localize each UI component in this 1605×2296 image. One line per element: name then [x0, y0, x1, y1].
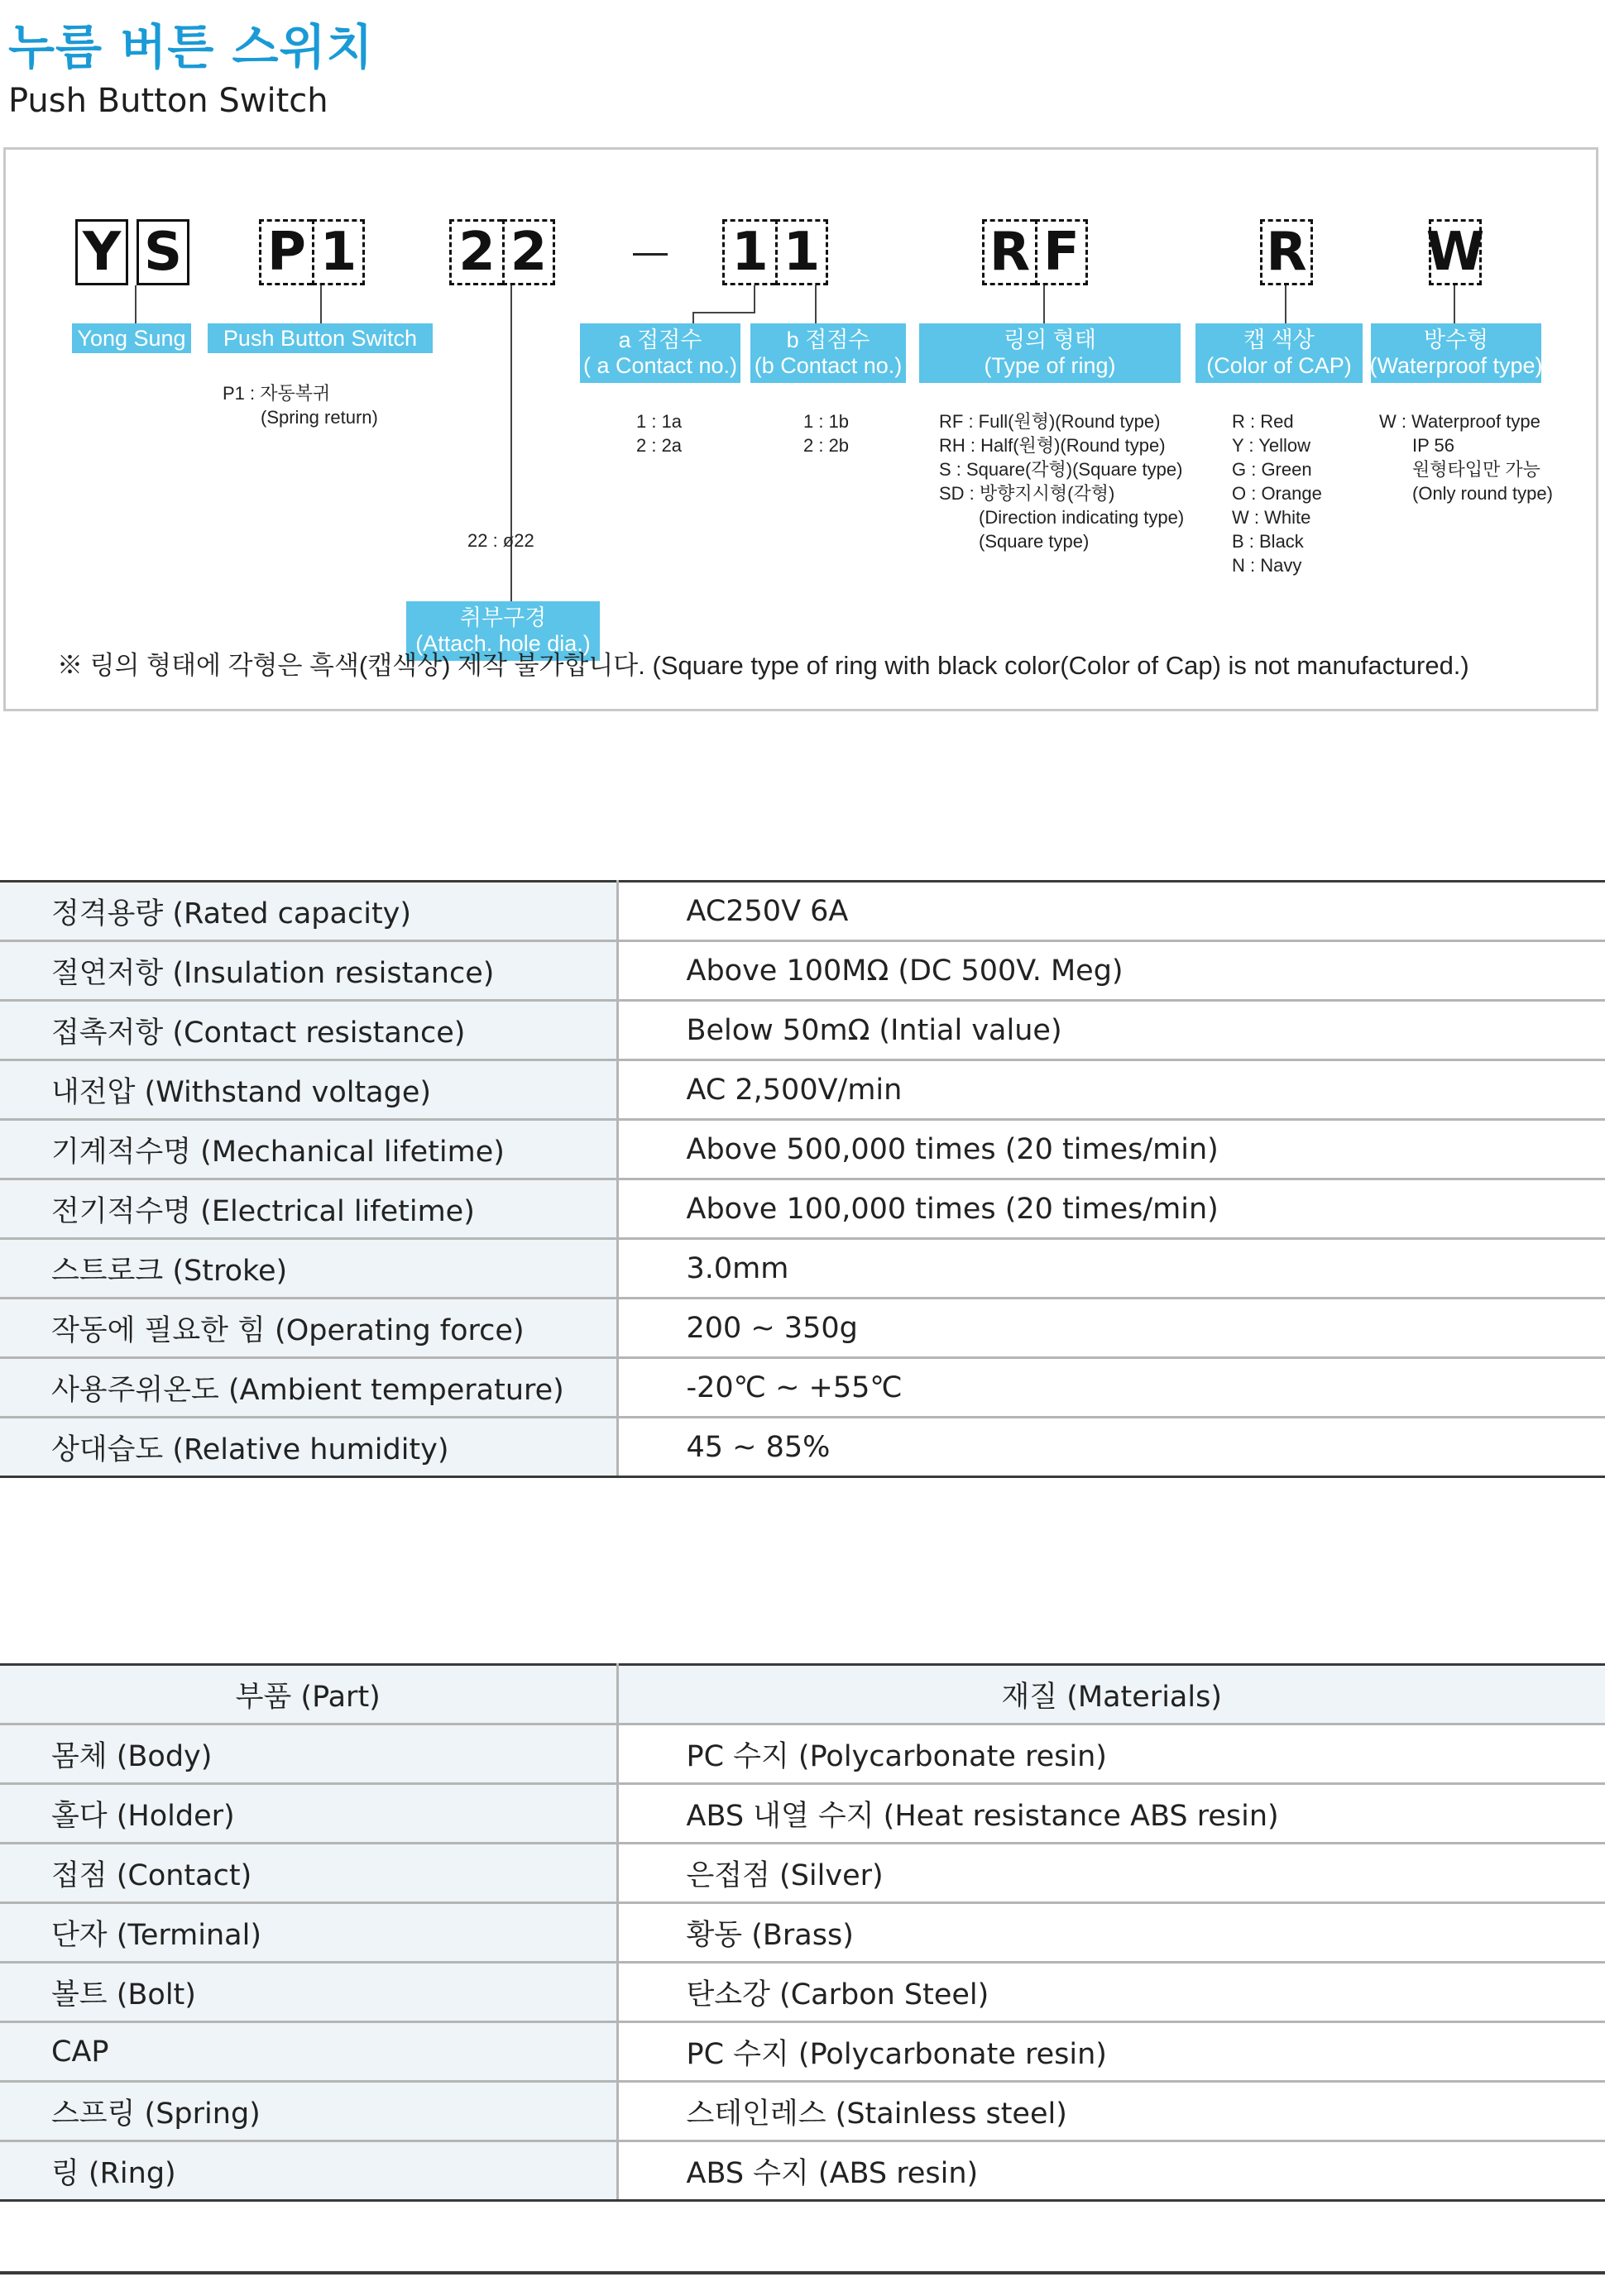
- tag-ring-type-en: (Type of ring): [984, 353, 1116, 378]
- column-header-part: 부품 (Part): [0, 1665, 617, 1724]
- table-row: [0, 1001, 1605, 1060]
- table-row: [0, 2141, 1605, 2201]
- code-char-r: R: [982, 219, 1035, 285]
- connector-1a-horizontal: [692, 312, 755, 313]
- tag-waterproof-en: (Waterproof type): [1369, 353, 1543, 378]
- table-row: [0, 1784, 1605, 1844]
- tag-push-button: [208, 323, 433, 353]
- table-row: [0, 1179, 1605, 1239]
- tag-waterproof-ko: 방수형: [1423, 328, 1489, 352]
- spec-label: 정격용량 (Rated capacity): [0, 882, 617, 941]
- connector-1a-drop: [692, 312, 694, 323]
- code-char-w: W: [1429, 219, 1482, 285]
- material-name: 탄소강 (Carbon Steel): [617, 1963, 1605, 2022]
- bottom-divider: [0, 2271, 1605, 2274]
- tag-b-contact-en: (b Contact no.): [754, 353, 903, 378]
- spec-value: Above 500,000 times (20 times/min): [617, 1120, 1605, 1179]
- table-row: [0, 1239, 1605, 1299]
- material-name: PC 수지 (Polycarbonate resin): [617, 2022, 1605, 2082]
- note-line: (Square type): [979, 531, 1090, 552]
- code-char-s: S: [137, 219, 189, 285]
- material-name: ABS 내열 수지 (Heat resistance ABS resin): [617, 1784, 1605, 1844]
- note-line: O : Orange: [1232, 483, 1322, 504]
- spec-label: 절연저항 (Insulation resistance): [0, 941, 617, 1001]
- spec-value: 45 ~ 85%: [617, 1418, 1605, 1477]
- note-line: IP 56: [1412, 435, 1454, 456]
- model-code-diagram: [3, 147, 1598, 711]
- spec-value: 3.0mm: [617, 1239, 1605, 1299]
- note-line: RF : Full(원형)(Round type): [939, 411, 1161, 432]
- table-row: [0, 1903, 1605, 1963]
- connector-ys: [135, 285, 137, 323]
- tag-b-contact-ko: b 접점수: [786, 328, 870, 352]
- spec-value: Above 100,000 times (20 times/min): [617, 1179, 1605, 1239]
- tag-b-contact: [750, 323, 906, 383]
- code-char-y: Y: [75, 219, 128, 285]
- tag-cap-color: [1195, 323, 1363, 383]
- code-separator-dash: [633, 253, 668, 256]
- material-name: PC 수지 (Polycarbonate resin): [617, 1724, 1605, 1784]
- code-char-1b: 1: [775, 219, 828, 285]
- tag-cap-color-en: (Color of CAP): [1206, 353, 1352, 378]
- note-line: P1 : 자동복귀: [223, 383, 331, 404]
- spec-value: 200 ~ 350g: [617, 1299, 1605, 1358]
- table-row: [0, 2082, 1605, 2141]
- note-line: RH : Half(원형)(Round type): [939, 435, 1166, 456]
- part-name: 접점 (Contact): [0, 1844, 617, 1903]
- tag-waterproof: [1371, 323, 1541, 383]
- spec-value: -20℃ ~ +55℃: [617, 1358, 1605, 1418]
- spec-value: Below 50mΩ (Intial value): [617, 1001, 1605, 1060]
- part-name: 스프링 (Spring): [0, 2082, 617, 2141]
- spec-value: AC250V 6A: [617, 882, 1605, 941]
- note-line: 원형타입만 가능: [1412, 459, 1540, 480]
- spec-label: 내전압 (Withstand voltage): [0, 1060, 617, 1120]
- note-line: Y : Yellow: [1232, 435, 1311, 456]
- note-line: S : Square(각형)(Square type): [939, 459, 1183, 480]
- table-row: [0, 1120, 1605, 1179]
- material-name: 은접점 (Silver): [617, 1844, 1605, 1903]
- spec-label: 상대습도 (Relative humidity): [0, 1418, 617, 1477]
- tag-attach-hole-en: (Attach. hole dia.): [415, 631, 591, 656]
- tag-a-contact: [580, 323, 740, 383]
- materials-table: [0, 1663, 1605, 2202]
- note-ring-type: [939, 409, 1184, 553]
- note-line: W : White: [1232, 507, 1311, 528]
- code-char-2a: 2: [449, 219, 502, 285]
- connector-22: [510, 285, 512, 601]
- tag-yong-sung-label: Yong Sung: [77, 325, 186, 351]
- note-line: 2 : 2b: [803, 435, 850, 456]
- tag-cap-color-ko: 캡 색상: [1243, 328, 1315, 352]
- connector-r: [1285, 285, 1286, 323]
- tag-a-contact-ko: a 접점수: [618, 328, 702, 352]
- tag-attach-hole-ko: 취부구경: [459, 605, 547, 630]
- tag-ring-type: [919, 323, 1181, 383]
- connector-1a: [754, 285, 755, 312]
- note-push-button: [223, 381, 378, 429]
- specification-table: [0, 880, 1605, 1478]
- connector-1b: [815, 285, 817, 323]
- connector-rf: [1043, 285, 1045, 323]
- note-line: (Spring return): [261, 407, 378, 428]
- code-char-1a: 1: [722, 219, 775, 285]
- note-line: 1 : 1a: [636, 411, 683, 432]
- note-line: R : Red: [1232, 411, 1294, 432]
- note-attach: [467, 529, 534, 552]
- note-line: B : Black: [1232, 531, 1304, 552]
- part-name: 볼트 (Bolt): [0, 1963, 617, 2022]
- table-row: [0, 1963, 1605, 2022]
- footnote: ※ 링의 형태에 각형은 흑색(캡색상) 제작 불가합니다. (Square type of ring with black color(Color of Cap) is not manufactured.): [57, 651, 1469, 680]
- note-line: N : Navy: [1232, 555, 1302, 576]
- note-line: W : Waterproof type: [1379, 411, 1540, 432]
- code-char-2b: 2: [502, 219, 555, 285]
- note-cap-color: [1232, 409, 1322, 577]
- part-name: 몸체 (Body): [0, 1724, 617, 1784]
- connector-w: [1454, 285, 1455, 323]
- code-char-f: F: [1035, 219, 1088, 285]
- note-line: (Direction indicating type): [979, 507, 1185, 528]
- page-title-korean: 누름 버튼 스위치: [8, 19, 374, 75]
- spec-value: AC 2,500V/min: [617, 1060, 1605, 1120]
- part-name: 홀다 (Holder): [0, 1784, 617, 1844]
- table-row: [0, 941, 1605, 1001]
- note-line: 1 : 1b: [803, 411, 850, 432]
- page-title-english: Push Button Switch: [8, 82, 328, 120]
- note-line: (Only round type): [1412, 483, 1553, 504]
- note-waterproof: [1379, 409, 1553, 505]
- table-row: [0, 2022, 1605, 2082]
- spec-label: 기계적수명 (Mechanical lifetime): [0, 1120, 617, 1179]
- column-header-material: 재질 (Materials): [617, 1665, 1605, 1724]
- table-row: [0, 882, 1605, 941]
- tag-ring-type-ko: 링의 형태: [1004, 328, 1096, 352]
- spec-label: 작동에 필요한 힘 (Operating force): [0, 1299, 617, 1358]
- tag-push-button-label: Push Button Switch: [223, 325, 418, 351]
- code-char-p: P: [259, 219, 312, 285]
- note-line: G : Green: [1232, 459, 1312, 480]
- table-row: [0, 1060, 1605, 1120]
- table-row: [0, 1844, 1605, 1903]
- table-row: [0, 1418, 1605, 1477]
- part-name: 링 (Ring): [0, 2141, 617, 2201]
- spec-label: 스트로크 (Stroke): [0, 1239, 617, 1299]
- material-name: 황동 (Brass): [617, 1903, 1605, 1963]
- table-row: [0, 1724, 1605, 1784]
- note-a-contact: [636, 409, 682, 457]
- part-name: 단자 (Terminal): [0, 1903, 617, 1963]
- tag-a-contact-en: ( a Contact no.): [582, 353, 738, 378]
- part-name: CAP: [0, 2022, 617, 2082]
- note-line: 22 : ø22: [467, 530, 534, 551]
- tag-yong-sung: [72, 323, 191, 353]
- note-b-contact: [803, 409, 849, 457]
- code-char-1: 1: [312, 219, 365, 285]
- connector-p1: [320, 285, 322, 323]
- code-char-cap-r: R: [1260, 219, 1313, 285]
- material-name: 스테인레스 (Stainless steel): [617, 2082, 1605, 2141]
- note-line: SD : 방향지시형(각형): [939, 483, 1115, 504]
- table-header-row: [0, 1665, 1605, 1724]
- spec-label: 전기적수명 (Electrical lifetime): [0, 1179, 617, 1239]
- material-name: ABS 수지 (ABS resin): [617, 2141, 1605, 2201]
- table-row: [0, 1299, 1605, 1358]
- spec-label: 접촉저항 (Contact resistance): [0, 1001, 617, 1060]
- table-row: [0, 1358, 1605, 1418]
- spec-label: 사용주위온도 (Ambient temperature): [0, 1358, 617, 1418]
- spec-value: Above 100MΩ (DC 500V. Meg): [617, 941, 1605, 1001]
- note-line: 2 : 2a: [636, 435, 683, 456]
